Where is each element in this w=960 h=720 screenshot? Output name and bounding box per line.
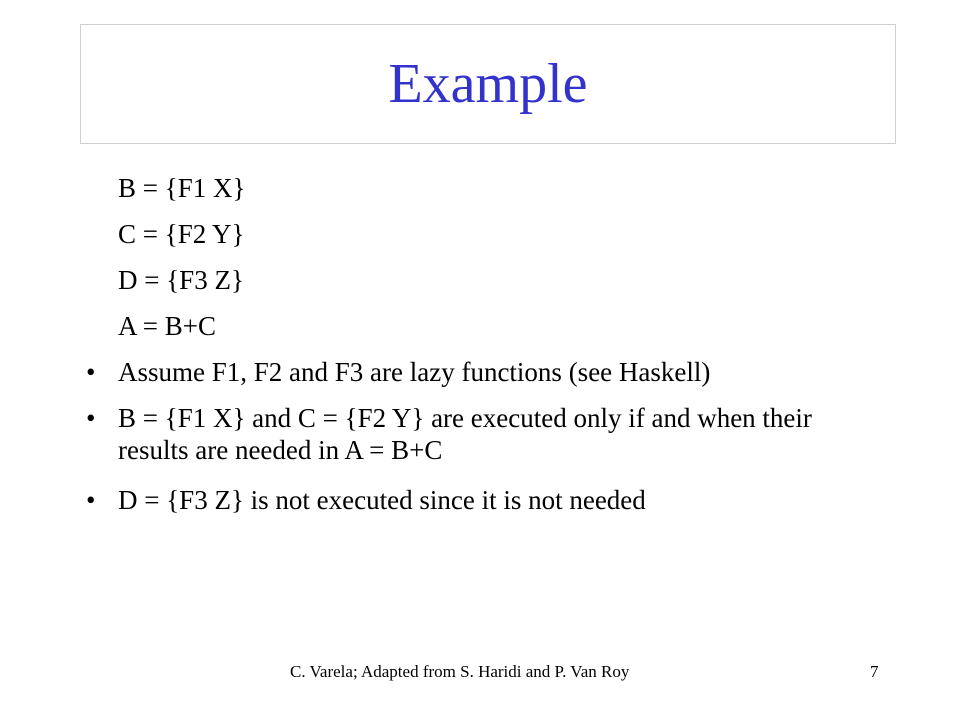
bullet-item-not-executed xyxy=(86,484,886,516)
bullet-icon: • xyxy=(86,485,96,515)
code-line-b: B = {F1 X} xyxy=(118,173,246,203)
code-line-d: D = {F3 Z} xyxy=(118,265,244,295)
page-number: 7 xyxy=(870,662,879,681)
bullet-item-executed-when-needed xyxy=(86,402,886,466)
slide-title: Example xyxy=(388,53,588,115)
title-frame xyxy=(80,24,896,144)
bullet-text: B = {F1 X} and C = {F2 Y} are executed only if and when their results are needed in A = B+C xyxy=(118,403,812,465)
footer-credit: C. Varela; Adapted from S. Haridi and P. Van Roy xyxy=(290,662,630,681)
bullet-icon: • xyxy=(86,403,96,433)
bullet-text: D = {F3 Z} is not executed since it is not needed xyxy=(118,485,646,515)
bullet-text: Assume F1, F2 and F3 are lazy functions (see Haskell) xyxy=(118,357,711,387)
bullet-item-lazy-functions xyxy=(86,356,886,388)
code-line-a: A = B+C xyxy=(118,311,216,341)
bullet-icon: • xyxy=(86,357,96,387)
code-line-c: C = {F2 Y} xyxy=(118,219,245,249)
